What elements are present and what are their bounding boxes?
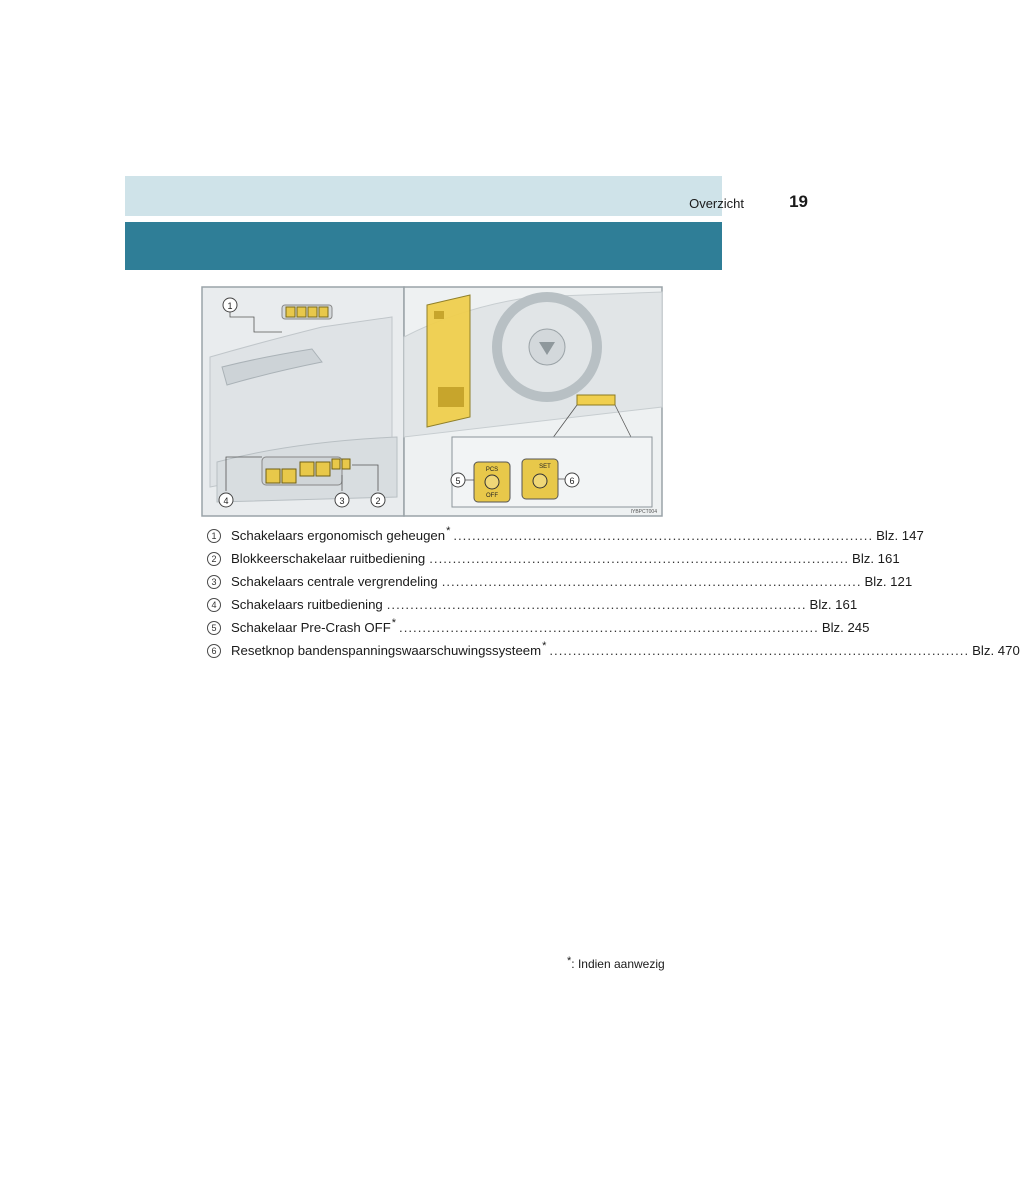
- set-knob: [533, 474, 547, 488]
- window-switch: [300, 462, 314, 476]
- pcs-knob: [485, 475, 499, 489]
- page-reference[interactable]: Blz. 121: [864, 574, 913, 589]
- callout-4-label: 4: [223, 496, 229, 506]
- footnote: [566, 957, 665, 971]
- leader-dots: ..........................................................................................: [429, 551, 850, 566]
- lower-panel-highlight: [577, 395, 615, 405]
- leader-dots: ..........................................................................................: [453, 528, 874, 543]
- item-label: Resetknop bandenspanningswaarschuwingssysteem: [231, 643, 542, 658]
- window-switch: [266, 469, 280, 483]
- item-label: Schakelaar Pre-Crash OFF: [231, 620, 391, 635]
- callout-5-label: 5: [455, 476, 461, 486]
- pcs-label: PCS: [485, 467, 499, 473]
- item-number: 6: [207, 644, 221, 658]
- chapter-band: [125, 222, 722, 270]
- item-number: 3: [207, 575, 221, 589]
- highlighted-door-switches: [427, 295, 470, 427]
- off-label: OFF: [486, 493, 498, 499]
- page-number: 19: [789, 192, 808, 211]
- window-switch: [316, 462, 330, 476]
- legend-item: [207, 639, 1020, 662]
- memory-button: [308, 307, 317, 317]
- item-number: 1: [207, 529, 221, 543]
- set-label: SET: [539, 464, 551, 470]
- legend-item: [207, 570, 913, 593]
- leader-dots: ..........................................................................................: [549, 643, 970, 658]
- window-lock-switch: [342, 459, 350, 469]
- item-label: Schakelaars ergonomisch geheugen: [231, 528, 446, 543]
- image-code: IYBPCT004: [630, 509, 657, 515]
- availability-star: *: [542, 639, 547, 652]
- legend-list: [207, 524, 1020, 662]
- memory-button: [286, 307, 295, 317]
- window-switch: [282, 469, 296, 483]
- leader-dots: ..........................................................................................: [441, 574, 862, 589]
- highlight-detail: [438, 387, 464, 407]
- item-number: 4: [207, 598, 221, 612]
- availability-star: *: [446, 524, 451, 537]
- illustration-svg: [202, 287, 662, 516]
- item-number: 2: [207, 552, 221, 566]
- page-reference[interactable]: Blz. 245: [821, 620, 870, 635]
- page-reference[interactable]: Blz. 161: [852, 551, 900, 566]
- section-title: Overzicht: [689, 196, 744, 211]
- interior-illustration: [202, 287, 662, 516]
- lock-switch: [332, 459, 340, 469]
- leader-dots: ..........................................................................................: [399, 620, 819, 635]
- item-label: Schakelaars centrale vergrendeling: [231, 574, 438, 589]
- callout-2-label: 2: [375, 496, 381, 506]
- availability-star: *: [391, 616, 397, 629]
- page-reference[interactable]: Blz. 147: [876, 528, 924, 543]
- memory-button: [319, 307, 328, 317]
- legend-item: [207, 593, 858, 616]
- page-reference[interactable]: Blz. 470: [972, 643, 1020, 658]
- item-label: Schakelaars ruitbediening: [231, 597, 383, 612]
- page-reference[interactable]: Blz. 161: [809, 597, 858, 612]
- legend-item: [207, 616, 870, 639]
- leader-dots: ..........................................................................................: [386, 597, 807, 612]
- legend-item: [207, 524, 924, 547]
- item-label: Blokkeerschakelaar ruitbediening: [231, 551, 426, 566]
- highlight-detail: [434, 311, 444, 319]
- footnote-text: : Indien aanwezig: [571, 957, 665, 971]
- callout-3-label: 3: [339, 496, 345, 506]
- memory-button: [297, 307, 306, 317]
- legend-item: [207, 547, 900, 570]
- footnote-star: *: [567, 955, 572, 967]
- item-number: 5: [207, 621, 221, 635]
- callout-1-label: 1: [227, 301, 233, 311]
- header-band: [125, 176, 722, 216]
- callout-6-label: 6: [569, 476, 575, 486]
